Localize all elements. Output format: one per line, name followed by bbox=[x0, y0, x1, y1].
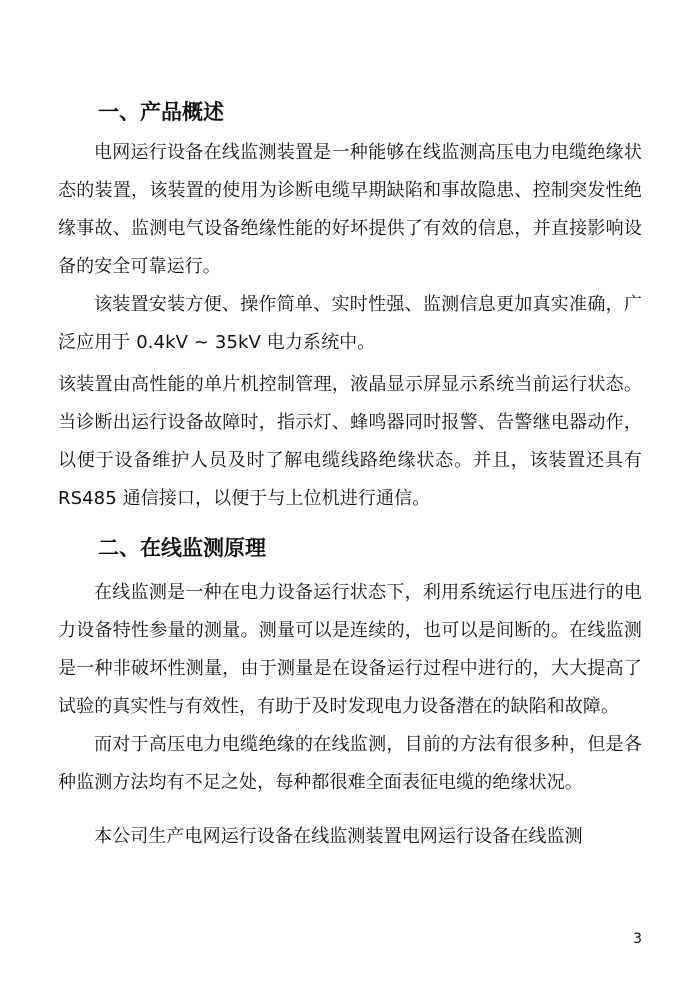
page-number: 3 bbox=[633, 931, 642, 947]
paragraph-installation-features: 该装置安装方便、操作简单、实时性强、监测信息更加真实准确，广泛应用于 0.4kV ~ 35kV 电力系统中。 bbox=[58, 294, 642, 353]
paragraph-monitoring-methods: 而对于高压电力电缆绝缘的在线监测，目前的方法有很多种，但是各种监测方法均有不足之处，每种都很难全面表征电缆的绝缘状况。 bbox=[58, 734, 642, 793]
paragraph-company-product: 本公司生产电网运行设备在线监测装置电网运行设备在线监测 bbox=[94, 826, 583, 847]
paragraph-online-monitoring-definition: 在线监测是一种在电力设备运行状态下，利用系统运行电压进行的电力设备特性参量的测量。测量可以是连续的，也可以是间断的。在线监测是一种非破坏性测量，由于测量是在设备运行过程中进行的，大大提高了试验的真实性与有效性，有助于及时发现电力设备潜在的缺陷和故障。 bbox=[58, 582, 642, 717]
paragraph-control-and-alarm: 该装置由高性能的单片机控制管理，液晶显示屏显示系统当前运行状态。当诊断出运行设备故障时，指示灯、蜂鸣器同时报警、告警继电器动作，以便于设备维护人员及时了解电缆线路绝缘状态。并且，该装置还具有 RS485 通信接口，以便于与上位机进行通信。 bbox=[58, 374, 642, 509]
paragraph-device-description: 电网运行设备在线监测装置是一种能够在线监测高压电力电缆绝缘状态的装置，该装置的使用为诊断电缆早期缺陷和事故隐患、控制突发性绝缘事故、监测电气设备绝缘性能的好坏提供了有效的信息，并直接影响设备的安全可靠运行。 bbox=[58, 142, 642, 277]
section-heading-product-overview: 一、产品概述 bbox=[98, 100, 224, 124]
section-heading-monitoring-principle: 二、在线监测原理 bbox=[98, 536, 266, 560]
